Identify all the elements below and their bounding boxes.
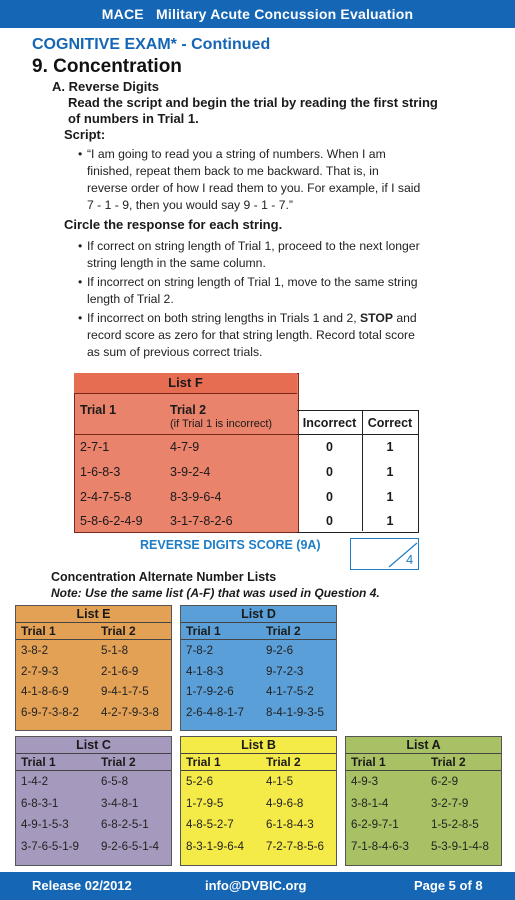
alt-list-list-e	[15, 605, 172, 731]
script-line: reverse order of how I read them to you. For example, if I said	[87, 181, 421, 195]
correct-option[interactable]: 1	[386, 440, 394, 454]
rule-line: as sum of previous correct trials.	[87, 345, 263, 359]
trial2-header: Trial 2	[266, 755, 301, 769]
trial1-cell: 3-7-6-5-1-9	[21, 840, 79, 853]
divider	[74, 393, 297, 394]
trial1-cell: 4-9-3	[351, 775, 379, 788]
rule-line: string length in the same column.	[87, 256, 266, 270]
script-line: “I am going to read you a string of numbers. When I am	[87, 147, 386, 161]
trial2-cell: 8-4-1-9-3-5	[266, 706, 324, 719]
instruction	[68, 95, 438, 127]
rule-line: length of Trial 2.	[87, 292, 174, 306]
trial2-cell: 4-7-9	[170, 440, 200, 454]
trial2-cell: 3-1-7-8-2-6	[170, 514, 233, 528]
page-heading: 9. Concentration	[32, 56, 182, 77]
trial1-cell: 4-1-8-3	[186, 665, 224, 678]
trial2-cell: 3-2-7-9	[431, 797, 469, 810]
incorrect-option[interactable]: 0	[326, 440, 333, 454]
rule-line: record score as zero for that string length. Record total score	[87, 328, 415, 342]
trial2-header: Trial 2	[431, 755, 466, 769]
trial1-cell: 6-2-9-7-1	[351, 818, 399, 831]
list-f-trial1-header: Trial 1	[80, 403, 117, 417]
circle-label: Circle the response for each string.	[64, 217, 283, 232]
reverse-digits-score-label: REVERSE DIGITS SCORE (9A)	[140, 538, 321, 552]
bullet-icon: •	[78, 275, 83, 289]
trial1-cell: 6-8-3-1	[21, 797, 59, 810]
trial1-cell: 7-8-2	[186, 644, 214, 657]
alt-list-list-a	[345, 736, 502, 866]
bullet-icon: •	[78, 147, 83, 161]
trial2-cell: 4-1-7-5-2	[266, 685, 314, 698]
alt-list-title: List B	[241, 738, 276, 752]
divider	[74, 434, 297, 435]
incorrect-option[interactable]: 0	[326, 465, 333, 479]
trial1-cell: 4-9-1-5-3	[21, 818, 69, 831]
instruction-line: Read the script and begin the trial by reading the first string	[68, 95, 438, 110]
incorrect-option[interactable]: 0	[326, 514, 333, 528]
alt-list-title: List A	[406, 738, 441, 752]
trial2-cell: 2-1-6-9	[101, 665, 139, 678]
script-line: 7 - 1 - 9, then you would say 9 - 1 - 7.”	[87, 198, 293, 212]
header-title: MACE Military Acute Concussion Evaluation	[101, 6, 414, 22]
trial1-cell: 3-8-1-4	[351, 797, 389, 810]
rule-line: If correct on string length of Trial 1, proceed to the next longer	[87, 239, 420, 253]
divider	[297, 434, 418, 435]
alt-list-list-c	[15, 736, 172, 866]
subheading: A. Reverse Digits	[52, 79, 159, 94]
alt-list-title: List E	[76, 607, 111, 621]
correct-option[interactable]: 1	[386, 465, 394, 479]
trial2-cell: 3-4-8-1	[101, 797, 139, 810]
trial1-cell: 1-6-8-3	[80, 465, 121, 479]
rule-3	[78, 310, 417, 361]
trial1-cell: 8-3-1-9-6-4	[186, 840, 244, 853]
trial2-cell: 9-4-1-7-5	[101, 685, 149, 698]
footer-bar	[0, 872, 515, 900]
rule-1	[78, 238, 420, 272]
script-text	[78, 146, 421, 214]
bullet-icon: •	[78, 239, 83, 253]
trial1-cell: 2-4-7-5-8	[80, 490, 132, 504]
trial1-cell: 6-9-7-3-8-2	[21, 706, 79, 719]
trial2-cell: 1-5-2-8-5	[431, 818, 479, 831]
trial2-header: Trial 2	[101, 755, 136, 769]
trial1-cell: 4-1-8-6-9	[21, 685, 69, 698]
trial2-cell: 5-3-9-1-4-8	[431, 840, 489, 853]
trial1-cell: 1-4-2	[21, 775, 49, 788]
trial1-cell: 3-8-2	[21, 644, 49, 657]
alt-list-list-d	[180, 605, 337, 731]
list-f-title: List F	[74, 373, 297, 394]
trial2-cell: 7-2-7-8-5-6	[266, 840, 324, 853]
trial2-cell: 8-3-9-6-4	[170, 490, 222, 504]
alt-lists-note: Note: Use the same list (A-F) that was used in Question 4.	[51, 586, 380, 600]
trial2-cell: 6-5-8	[101, 775, 129, 788]
score-max: 4	[406, 552, 414, 567]
trial1-header: Trial 1	[351, 755, 386, 769]
trial2-cell: 6-1-8-4-3	[266, 818, 314, 831]
trial1-header: Trial 1	[186, 755, 221, 769]
alt-list-header-row	[346, 753, 501, 771]
rule-line: If incorrect on both string lengths in Trials 1 and 2, STOP and	[87, 311, 417, 325]
alt-list-title: List C	[76, 738, 111, 752]
alt-lists-title: Concentration Alternate Number Lists	[51, 570, 277, 584]
trial2-cell: 4-1-5	[266, 775, 294, 788]
trial1-cell: 4-8-5-2-7	[186, 818, 234, 831]
trial1-cell: 2-7-1	[80, 440, 110, 454]
trial2-cell: 4-9-6-8	[266, 797, 304, 810]
alt-list-header-row	[181, 753, 336, 771]
trial2-cell: 4-2-7-9-3-8	[101, 706, 159, 719]
trial1-cell: 2-7-9-3	[21, 665, 59, 678]
trial2-cell: 9-2-6-5-1-4	[101, 840, 159, 853]
rule-2	[78, 274, 418, 308]
trial2-cell: 6-2-9	[431, 775, 459, 788]
trial2-header: Trial 2	[101, 624, 136, 638]
trial2-cell: 6-8-2-5-1	[101, 818, 149, 831]
trial1-cell: 5-2-6	[186, 775, 214, 788]
stop-word: STOP	[360, 311, 393, 325]
bullet-icon: •	[78, 311, 83, 325]
script-label: Script:	[64, 127, 106, 142]
correct-option[interactable]: 1	[386, 514, 394, 528]
trial1-header: Trial 1	[186, 624, 221, 638]
trial2-cell: 3-9-2-4	[170, 465, 211, 479]
alt-list-header-row	[181, 622, 336, 640]
instruction-line: of numbers in Trial 1.	[68, 111, 199, 126]
trial2-cell: 5-1-8	[101, 644, 129, 657]
trial1-header: Trial 1	[21, 624, 56, 638]
incorrect-option[interactable]: 0	[326, 490, 333, 504]
section-title: COGNITIVE EXAM* - Continued	[32, 36, 271, 53]
list-f-trial2-note: (if Trial 1 is incorrect)	[170, 418, 273, 430]
trial2-header: Trial 2	[266, 624, 301, 638]
trial1-cell: 5-8-6-2-4-9	[80, 514, 143, 528]
trial2-cell: 9-7-2-3	[266, 665, 304, 678]
incorrect-header: Incorrect	[302, 416, 357, 430]
trial1-cell: 1-7-9-2-6	[186, 685, 234, 698]
alt-list-list-b	[180, 736, 337, 866]
contact-email-link[interactable]: info@DVBIC.org	[205, 878, 307, 893]
trial1-header: Trial 1	[21, 755, 56, 769]
trial1-cell: 1-7-9-5	[186, 797, 224, 810]
header-bar	[0, 0, 515, 28]
script-line: finished, repeat them back to me backward. That is, in	[87, 164, 379, 178]
trial1-cell: 7-1-8-4-6-3	[351, 840, 409, 853]
correct-option[interactable]: 1	[386, 490, 394, 504]
trial2-cell: 9-2-6	[266, 644, 294, 657]
trial1-cell: 2-6-4-8-1-7	[186, 706, 244, 719]
list-f-trial2-header: Trial 2	[170, 403, 207, 417]
alt-list-header-row	[16, 622, 171, 640]
score-input-box[interactable]	[350, 538, 419, 570]
rule-line: If incorrect on string length of Trial 1, move to the same string	[87, 275, 418, 289]
release-label: Release 02/2012	[32, 878, 132, 893]
alt-list-header-row	[16, 753, 171, 771]
page-number: Page 5 of 8	[414, 878, 483, 893]
alt-list-title: List D	[241, 607, 276, 621]
correct-header: Correct	[367, 416, 413, 430]
